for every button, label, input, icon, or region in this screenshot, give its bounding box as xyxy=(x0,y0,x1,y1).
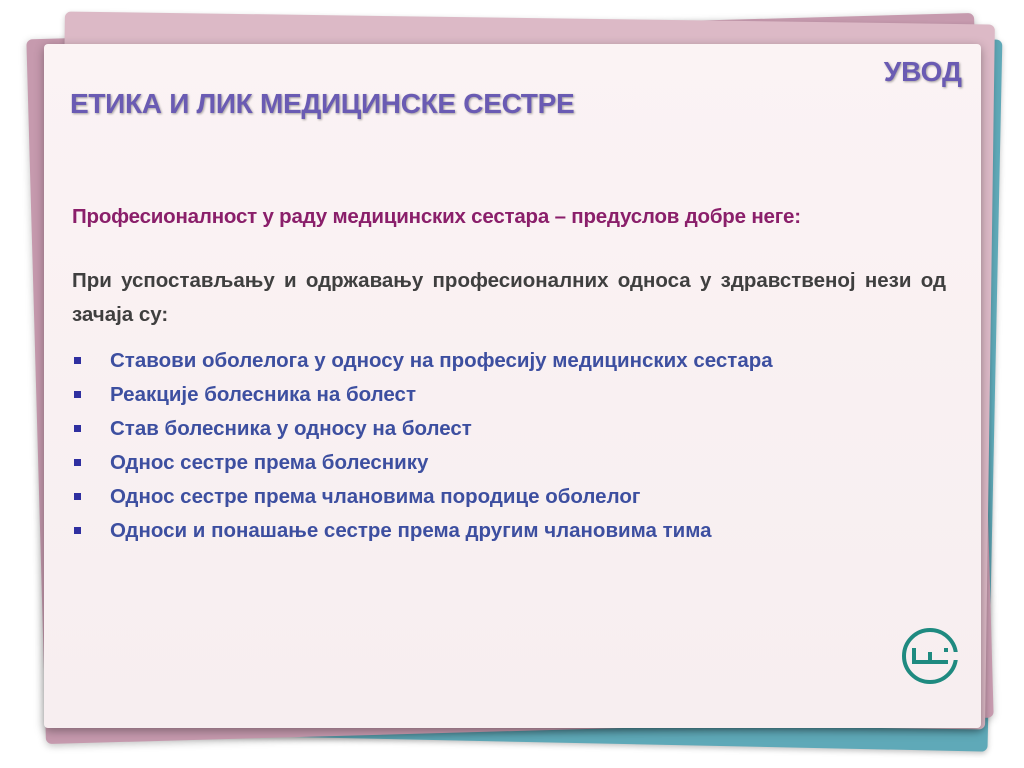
bullet-text: Ставови оболелога у односу на професију медицинских сестара xyxy=(110,349,773,372)
bullet-text: Односи и понашање сестре према другим члановима тима xyxy=(110,519,712,542)
bullet-list xyxy=(72,344,773,548)
square-bullet-icon xyxy=(74,357,81,364)
bullet-item xyxy=(72,446,773,480)
square-bullet-icon xyxy=(74,493,81,500)
square-bullet-icon xyxy=(74,459,81,466)
bullet-item xyxy=(72,514,773,548)
circle-sha-logo-icon xyxy=(900,626,960,686)
bullet-item xyxy=(72,378,773,412)
bullet-item xyxy=(72,344,773,378)
slide-subtitle: Професионалност у раду медицинских сестара – предуслов добре неге: xyxy=(72,205,801,228)
bullet-text: Однос сестре према члановима породице оболелог xyxy=(110,485,641,508)
square-bullet-icon xyxy=(74,527,81,534)
section-label: УВОД xyxy=(883,56,962,87)
bullet-item xyxy=(72,412,773,446)
square-bullet-icon xyxy=(74,391,81,398)
bullet-text: Став болесника у односу на болест xyxy=(110,417,472,440)
square-bullet-icon xyxy=(74,425,81,432)
bullet-text: Реакције болесника на болест xyxy=(110,383,416,406)
intro-paragraph: При успостављању и одржавању професионалних односа у здравственој нези од зачаја су: xyxy=(72,269,946,326)
bullet-text: Однос сестре према болеснику xyxy=(110,451,429,474)
bullet-item xyxy=(72,480,773,514)
slide-title: ЕТИКА И ЛИК МЕДИЦИНСКЕ СЕСТРЕ xyxy=(70,88,575,119)
